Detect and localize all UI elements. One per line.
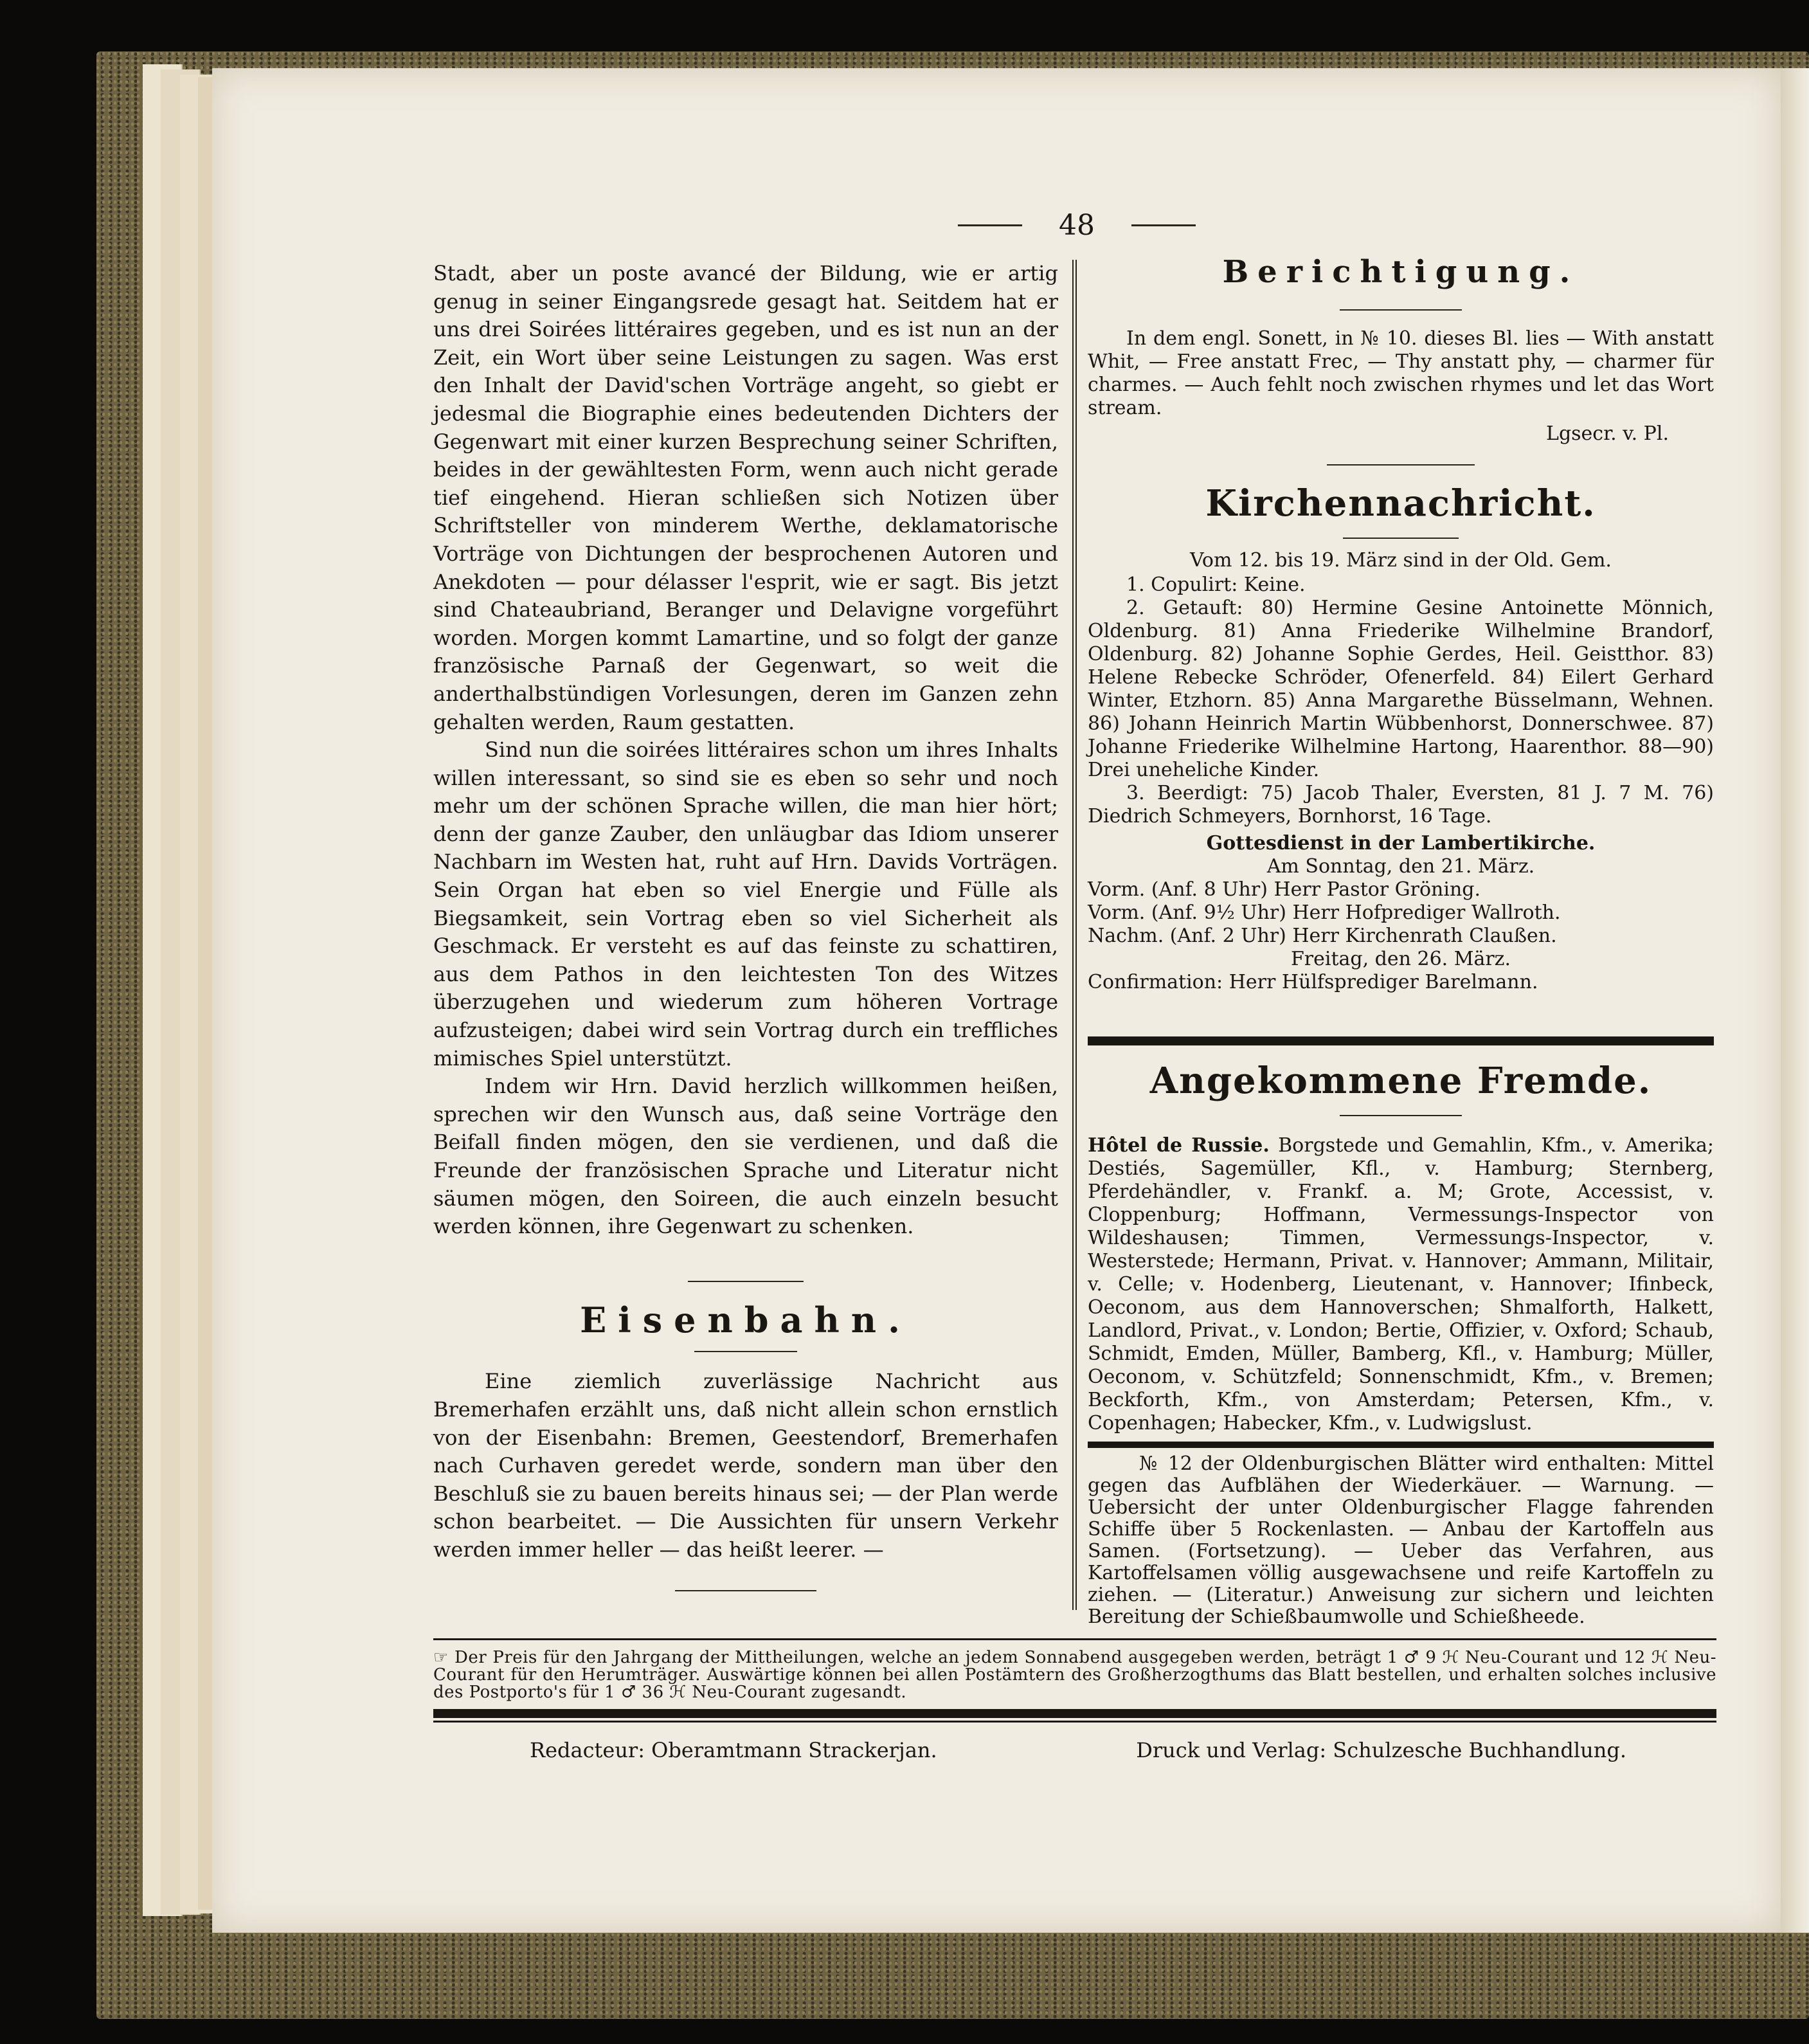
page-number-row (958, 209, 1196, 241)
service-line: Vorm. (Anf. 8 Uhr) Herr Pastor Gröning. (1088, 878, 1481, 901)
subscription-notice: ☞ Der Preis für den Jahrgang der Mittheilungen, welche an jedem Sonnabend ausgegeben werden, beträgt 1 ♂ 9 ℋ Neu-Courant und 12 ℋ Neu-Courant für den Herumträger. Auswärtige können bei allen Postämtern des Großherzogthums das Blatt bestellen, und erhalten solches inclusive des Postporto's für 1 ♂ 36 ℋ Neu-Courant zugesandt. (433, 1648, 1716, 1702)
section-rule (1343, 538, 1459, 539)
church-section (1088, 464, 1714, 994)
section-heading: Kirchennachricht. (1205, 482, 1596, 525)
arrivals-list: Borgstede und Gemahlin, Kfm., v. Amerika; Destiés, Sagemüller, Kfl., v. Hamburg; Sternberg, Pferdehändler, v. Frankf. a. M; Grote, Accessist, v. Cloppenburg; Hoffmann, Vermessungs-Inspector von Wildeshausen; Timmen, Vermessungs-Inspector, v. Westerstede; Hermann, Privat. v. Hannover; Ammann, Militair, v. Celle; v. Hodenberg, Lieutenant, v. Hannover; Ifinbeck, Oeconom, aus dem Hannoverschen; Shmalforth, Halkett, Landlord, Privat., v. London; Bertie, Offizier, v. Oxford; Schaub, Schmidt, Emden, Müller, Bamberg, Kfl., v. Hamburg; Müller, Oeconom, v. Schützfeld; Sonnenschmidt, Kfm., v. Bremen; Beckforth, Kfm., von Amsterdam; Petersen, Kfm., v. Copenhagen; Habecker, Kfm., v. Ludwigslust. (1088, 1134, 1714, 1434)
page-number: 48 (1059, 208, 1095, 242)
correction-signature: Lgsecr. v. Pl. (1546, 422, 1669, 445)
church-entry: 3. Beerdigt: 75) Jacob Thaler, Eversten, 81 J. 7 M. 76) Diedrich Schmeyers, Bornhorst, 16 Tage. (1088, 782, 1714, 828)
footer-rule (433, 1638, 1716, 1640)
hotel-name: Hôtel de Russie. (1088, 1134, 1270, 1157)
paragraph: Indem wir Hrn. David herzlich willkommen heißen, sprechen wir den Wunsch aus, daß seine Vorträge den Beifall finden mögen, den sie verdienen, und daß die Freunde der französischen Sprache und Literatur nicht säumen mögen, den Soireen, die auch einzeln besucht werden können, ihre Gegenwart zu schenken. (433, 1074, 1058, 1239)
arrivals-text (1088, 1134, 1714, 1435)
service-line: Nachm. (Anf. 2 Uhr) Herr Kirchenrath Claußen. (1088, 925, 1557, 947)
correction-text: In dem engl. Sonett, in № 10. dieses Bl. lies — With anstatt Whit, — Free anstatt Frec, — Thy anstatt phy, — charmer für charmes. — Auch fehlt noch zwischen rhymes und let das Wort stream. (1088, 327, 1714, 419)
footer-rule (433, 1721, 1716, 1723)
church-entry: 2. Getauft: 80) Hermine Gesine Antoinette Mönnich, Oldenburg. 81) Anna Friederike Wilhelmine Brandorf, Oldenburg. 82) Johanne Sophie Gerdes, Heil. Geistthor. 83) Helene Rebecke Schröder, Ofenerfeld. 84) Eilert Gerhard Winter, Etzhorn. 85) Anna Margarethe Büsselmann, Wehnen. 86) Johann Heinrich Martin Wübbenhorst, Donnerschwee. 87) Johanne Friederike Wilhelmine Hartong, Haarenthor. 88—90) Drei uneheliche Kinder. (1088, 597, 1714, 781)
publisher-credit: Druck und Verlag: Schulzesche Buchhandlung. (1136, 1738, 1626, 1762)
imprint-line (433, 1738, 1716, 1762)
left-column (433, 260, 1058, 1591)
section-rule (1088, 1442, 1714, 1448)
next-issue-text: № 12 der Oldenburgischen Blätter wird enthalten: Mittel gegen das Aufblähen der Wiederkäuer. — Warnung. — Uebersicht der unter Oldenburgischer Flagge fahrenden Schiffe über 5 Rockenlasten. — Anbau der Kartoffeln aus Samen. (Fortsetzung). — Ueber das Verfahren, aus Kartoffelsamen völlig ausgewachsene und reife Kartoffeln zu ziehen. — (Literatur.) Anweisung zur sichern und leichten Bereitung der Schießbaumwolle und Schießheede. (1088, 1452, 1714, 1628)
paragraph: Sind nun die soirées littéraires schon um ihres Inhalts willen interessant, so sind sie es eben so sehr und noch mehr um der schönen Sprache willen, die man hier hört; denn der ganze Zauber, den unläugbar das Idiom unserer Nachbarn im Westen hat, ruht auf Hrn. Davids Vorträgen. Sein Organ hat eben so viel Energie und Fülle als Biegsamkeit, sein Vortrag eben so viel Sicherheit als Geschmack. Er versteht es auf das feinste zu schattiren, aus dem Pathos in den leichtesten Ton des Witzes überzugehen und wiederum zum höheren Vortrage aufzusteigen; dabei wird sein Vortrag durch ein treffliches mimisches Spiel unterstützt. (433, 737, 1058, 1071)
rule (1131, 224, 1196, 226)
paragraph: Eine ziemlich zuverlässige Nachricht aus Bremerhafen erzählt uns, daß nicht allein schon ernstlich von der Eisenbahn: Bremen, Geestendorf, Bremerhafen nach Curhaven geredet werde, sondern man über den Beschluß sie zu bauen bereits hinaus sei; — der Plan werde schon bearbeitet. — Die Aussichten für unsern Verkehr werden immer heller — das heißt leerer. — (433, 1369, 1058, 1562)
section-heading: Berichtigung. (1222, 254, 1580, 290)
confirmation-line: Confirmation: Herr Hülfsprediger Barelmann. (1088, 971, 1538, 993)
service-heading: Gottesdienst in der Lambertikirche. (1206, 832, 1596, 855)
section-rule (694, 1351, 797, 1352)
footer-rule (433, 1709, 1716, 1718)
church-period: Vom 12. bis 19. März sind in der Old. Gem. (1190, 549, 1612, 572)
section-rule (1327, 464, 1475, 466)
section-rule (1088, 1036, 1714, 1045)
editor-credit: Redacteur: Oberamtmann Strackerjan. (530, 1738, 937, 1762)
paragraph: Stadt, aber un poste avancé der Bildung, wie er artig genug in seiner Eingangsrede gesagt hat. Seitdem hat er uns drei Soirées littéraires gegeben, und es ist nun an der Zeit, ein Wort über seine Leistungen zu sagen. Was erst den Inhalt der David'schen Vorträge angeht, so giebt er jedesmal die Biographie eines bedeutenden Dichters der Gegenwart mit einer kurzen Besprechung seiner Schriften, beides in der gewähltesten Form, wenn auch nicht gerade tief eingehend. Hieran schließen sich Notizen über Schriftsteller von minderem Werthe, deklamatorische Vorträge von Dichtungen der besprochenen Autoren und Anekdoten — pour délasser l'esprit, wie er sagt. Bis jetzt sind Chateaubriand, Beranger und Delavigne vorgeführt worden. Morgen kommt Lamartine, und so folgt der ganze französische Parnaß der Gegenwart, so weit die anderthalbstündigen Vorlesungen, deren im Ganzen zehn gehalten werden, Raum gestatten. (433, 261, 1058, 734)
section-rule (688, 1281, 804, 1282)
service-day: Freitag, den 26. März. (1290, 948, 1511, 970)
section-heading: Eisenbahn. (580, 1299, 912, 1341)
service-day: Am Sonntag, den 21. März. (1266, 855, 1535, 878)
section-heading: Angekommene Fremde. (1149, 1060, 1652, 1102)
column-rule (1072, 260, 1077, 1610)
section-rule (675, 1590, 816, 1591)
arrivals-section (1088, 1036, 1714, 1628)
section-rule (1340, 309, 1462, 311)
correction-section (1088, 254, 1714, 445)
rule (958, 224, 1022, 226)
footer (433, 1638, 1716, 1762)
service-line: Vorm. (Anf. 9½ Uhr) Herr Hofprediger Wallroth. (1088, 901, 1561, 924)
facing-page-edge (1781, 68, 1809, 1933)
section-rule (1340, 1115, 1462, 1116)
church-entry: 1. Copulirt: Keine. (1126, 574, 1306, 596)
